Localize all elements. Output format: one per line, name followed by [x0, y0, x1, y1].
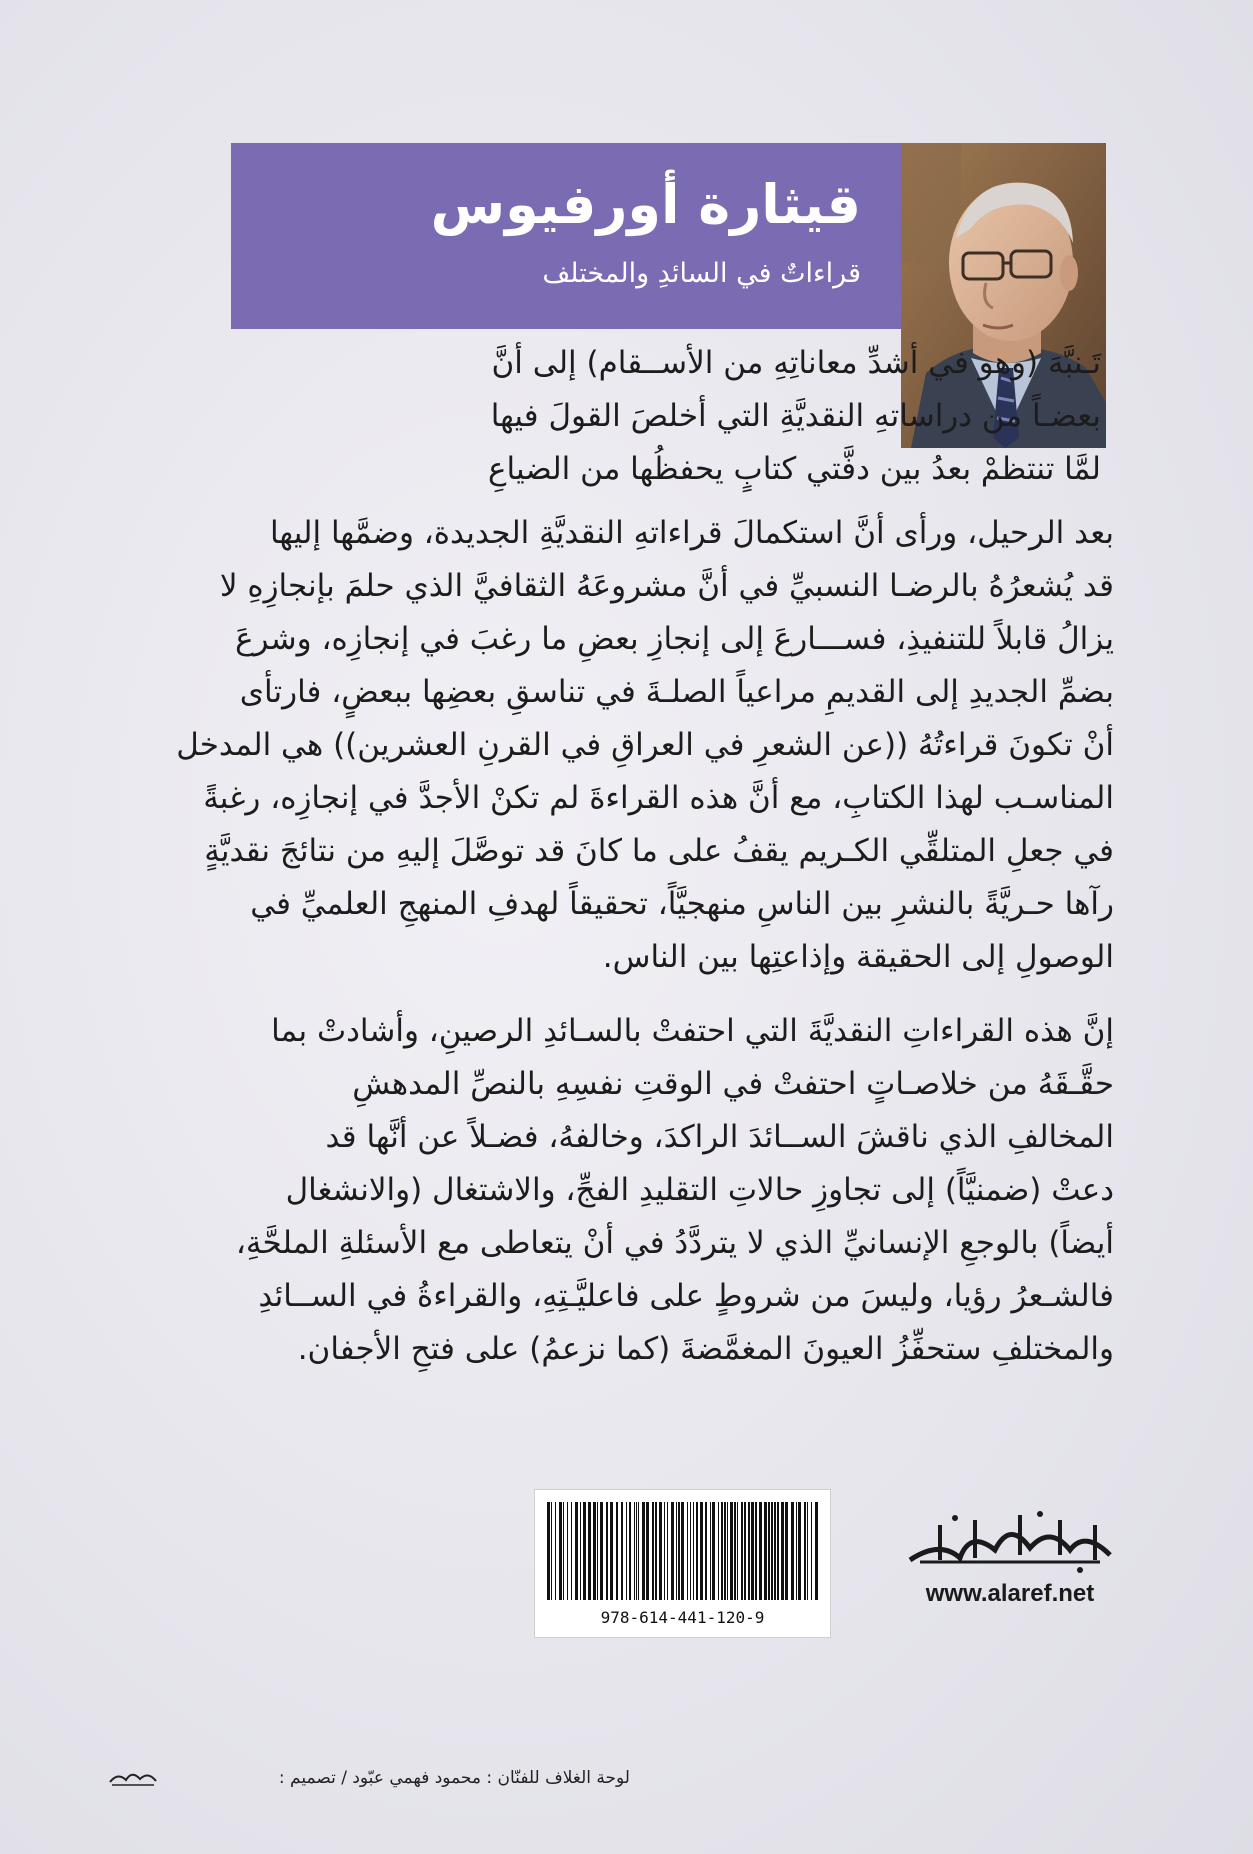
barcode-bar — [634, 1502, 635, 1600]
barcode-bar — [721, 1502, 723, 1600]
barcode-bar — [551, 1502, 552, 1600]
text-line: بضمِّ الجديدِ إلى القديمِ مراعياً الصلـةَ في تناسقِ بعضِها ببعضٍ، فارتأى — [239, 674, 1114, 710]
text-line: إنَّ هذه القراءاتِ النقديَّةَ التي احتفتْ بالسـائدِ الرصينِ، وأشادتْ بما — [271, 1013, 1114, 1049]
barcode-bar — [710, 1502, 711, 1600]
barcode-bar — [768, 1502, 770, 1600]
barcode-bar — [638, 1502, 639, 1600]
barcode-bar — [791, 1502, 794, 1600]
barcode-bar — [696, 1502, 698, 1600]
barcode-bar — [798, 1502, 801, 1600]
barcode-bar — [636, 1502, 637, 1600]
barcode-bar — [563, 1502, 564, 1600]
barcode-bar — [781, 1502, 784, 1600]
text-line: في جعلِ المتلقِّي الكـريم يقفُ على ما كانَ قد توصَّلَ إليهِ من نتائجَ نقديَّةٍ — [204, 833, 1114, 869]
text-line: المخالفِ الذي ناقشَ الســائدَ الراكدَ، وخالفهُ، فضـلاً عن أنَّها قد — [325, 1119, 1114, 1155]
text-line: أنْ تكونَ قراءتُهُ ((عن الشعرِ في العراقِ في القرنِ العشرين)) هي المدخل — [176, 727, 1114, 763]
barcode-bar — [655, 1502, 657, 1600]
barcode-bar — [652, 1502, 654, 1600]
text-line: تَـنبَّهَ (وهو في أشدِّ معاناتِهِ من الأســقام) إلى أنَّ — [491, 345, 1101, 381]
paragraph-1-intro — [401, 337, 1101, 496]
barcode-bar — [555, 1502, 556, 1600]
barcode-bar — [671, 1502, 674, 1600]
barcode-bar — [593, 1502, 596, 1600]
text-line: دعتْ (ضمنيَّاً) إلى تجاوزِ حالاتِ التقليدِ الفجِّ، والاشتغال (والانشغال — [285, 1172, 1114, 1208]
barcode-bar — [796, 1502, 797, 1600]
barcode-bar — [724, 1502, 726, 1600]
barcode-bar — [744, 1502, 746, 1600]
barcode-bar — [712, 1502, 715, 1600]
cover-credits — [110, 1768, 630, 1788]
barcode-bar — [642, 1502, 645, 1600]
barcode-bar — [748, 1502, 750, 1600]
barcode-bar — [588, 1502, 591, 1600]
text-line: أيضاً) بالوجعِ الإنسانيِّ الذي لا يتردَّدُ في أنْ يتعاطى مع الأسئلةِ الملحَّةِ، — [235, 1225, 1114, 1261]
barcode-bar — [567, 1502, 568, 1600]
text-line: بعد الرحيل، ورأى أنَّ استكمالَ قراءاتهِ النقديَّةِ الجديدة، وضمَّها إليها — [269, 515, 1114, 551]
barcode-bar — [547, 1502, 550, 1600]
text-line: بعضـاً من دراساتهِ النقديَّةِ التي أخلصَ القولَ فيها — [490, 398, 1101, 434]
barcode-bar — [807, 1502, 808, 1600]
barcode-bar — [764, 1502, 767, 1600]
barcode-bar — [751, 1502, 754, 1600]
barcode-bar — [741, 1502, 743, 1600]
publisher-url: www.alaref.net — [925, 1580, 1095, 1607]
text-line: رآها حـريَّةً بالنشرِ بين الناسِ منهجيَّاً، تحقيقاً لهدفِ المنهجِ العلميِّ في — [250, 886, 1114, 922]
barcode-bar — [667, 1502, 668, 1600]
book-title: قيثارة أورفيوس — [430, 173, 861, 236]
isbn-number: 978-614-441-120-9 — [600, 1608, 765, 1627]
barcode-bar — [705, 1502, 707, 1600]
text-line: والمختلفِ ستحفِّزُ العيونَ المغمَّضةَ (كما نزعمُ) على فتحِ الأجفان. — [297, 1331, 1114, 1367]
barcode-bar — [730, 1502, 733, 1600]
barcode-bar — [755, 1502, 757, 1600]
barcode-icon — [547, 1502, 820, 1600]
barcode-bar — [727, 1502, 728, 1600]
barcode-bar — [606, 1502, 608, 1600]
barcode-bar — [693, 1502, 694, 1600]
barcode-bar — [777, 1502, 779, 1600]
barcode-bar — [659, 1502, 662, 1600]
barcode-bar — [629, 1502, 631, 1600]
designer-logo-icon — [108, 1766, 158, 1790]
barcode-bar — [804, 1502, 806, 1600]
barcode-bar — [580, 1502, 581, 1600]
credits-text: لوحة الغلاف للفنّان : محمود فهمي عبّود / تصميم : — [278, 1768, 630, 1788]
text-line: حقَّـقَهُ من خلاصـاتٍ احتفتْ في الوقتِ نفسِهِ بالنصِّ المدهشِ — [352, 1066, 1114, 1102]
paragraph-1 — [176, 507, 1114, 984]
barcode-bar — [626, 1502, 627, 1600]
barcode-bar — [678, 1502, 680, 1600]
barcode-bar — [700, 1502, 703, 1600]
text-line: لمَّا تنتظمْ بعدُ بين دفَّتي كتابٍ يحفظُها من الضياعِ — [488, 451, 1101, 487]
text-line: قد يُشعرُهُ بالرضـا النسبيِّ في أنَّ مشروعَهُ الثقافيَّ الذي حلمَ بإنجازِهِ لا — [219, 568, 1114, 604]
barcode-bar — [559, 1502, 562, 1600]
barcode-bar — [575, 1502, 578, 1600]
barcode-bar — [815, 1502, 818, 1600]
text-line: فالشـعرُ رؤيا، وليسَ من شروطٍ على فاعليَّـتِهِ، والقراءةُ في الســائدِ — [258, 1278, 1114, 1314]
barcode-bar — [759, 1502, 762, 1600]
isbn-barcode — [534, 1489, 831, 1638]
barcode-bar — [676, 1502, 677, 1600]
barcode-bar — [610, 1502, 613, 1600]
barcode-bar — [583, 1502, 586, 1600]
publisher-logo-icon — [900, 1500, 1120, 1580]
paragraph-2 — [214, 1005, 1114, 1376]
barcode-bar — [621, 1502, 623, 1600]
barcode-bar — [690, 1502, 691, 1600]
barcode-bar — [687, 1502, 688, 1600]
barcode-bar — [737, 1502, 738, 1600]
barcode-bar — [616, 1502, 618, 1600]
barcode-bar — [734, 1502, 736, 1600]
barcode-bar — [811, 1502, 812, 1600]
barcode-bar — [681, 1502, 684, 1600]
barcode-bar — [718, 1502, 719, 1600]
barcode-bar — [771, 1502, 773, 1600]
barcode-bar — [571, 1502, 572, 1600]
barcode-bar — [785, 1502, 788, 1600]
barcode-bar — [774, 1502, 776, 1600]
text-line: الوصولِ إلى الحقيقة وإذاعتِها بين الناس. — [602, 939, 1114, 975]
text-line: يزالُ قابلاً للتنفيذِ، فســـارعَ إلى إنجازِ بعضِ ما رغبَ في إنجازِه، وشرعَ — [235, 621, 1114, 657]
barcode-bar — [664, 1502, 665, 1600]
title-band — [231, 143, 901, 329]
barcode-bar — [600, 1502, 603, 1600]
barcode-bar — [597, 1502, 598, 1600]
barcode-bar — [646, 1502, 649, 1600]
text-line: المناسـب لهذا الكتابِ، مع أنَّ هذه القراءةَ لم تكنْ الأجدَّ في إنجازِه، رغبةً — [203, 780, 1114, 816]
book-subtitle: قراءاتٌ في السائدِ والمختلف — [542, 258, 861, 289]
